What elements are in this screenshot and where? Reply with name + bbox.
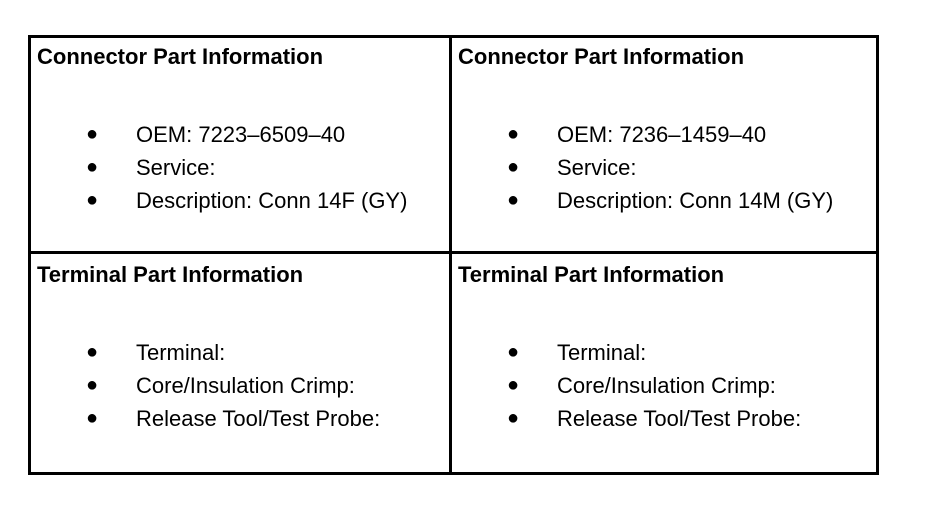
cell-title: Connector Part Information: [458, 44, 745, 69]
bullet-icon: ●: [507, 156, 520, 178]
list-item-text: Release Tool/Test Probe:: [557, 406, 802, 431]
cell-title: Connector Part Information: [37, 44, 324, 69]
terminal-info-cell-right: [450, 255, 878, 473]
list-item-text: Release Tool/Test Probe:: [136, 406, 381, 431]
list-item-text: Description: Conn 14M (GY): [557, 188, 834, 213]
bullet-icon: ●: [86, 341, 99, 363]
list-item-text: OEM: 7223–6509–40: [136, 122, 346, 147]
terminal-info-cell-left: [29, 255, 449, 473]
bullet-icon: ●: [507, 374, 520, 396]
connector-info-cell-right: [450, 37, 878, 251]
list-item-text: Description: Conn 14F (GY): [136, 188, 408, 213]
list-item-text: OEM: 7236–1459–40: [557, 122, 767, 147]
list-item-text: Core/Insulation Crimp:: [136, 373, 355, 398]
list-item-text: Core/Insulation Crimp:: [557, 373, 776, 398]
list-item-text: Service:: [136, 155, 216, 180]
list-item-text: Service:: [557, 155, 637, 180]
bullet-icon: ●: [507, 123, 520, 145]
cell-title: Terminal Part Information: [37, 262, 304, 287]
bullet-icon: ●: [507, 189, 520, 211]
list-item-text: Terminal:: [557, 340, 647, 365]
cell-title: Terminal Part Information: [458, 262, 725, 287]
connector-info-cell-left: [29, 37, 449, 251]
bullet-icon: ●: [86, 123, 99, 145]
list-item-text: Terminal:: [136, 340, 226, 365]
bullet-icon: ●: [507, 407, 520, 429]
bullet-icon: ●: [507, 341, 520, 363]
bullet-icon: ●: [86, 189, 99, 211]
bullet-icon: ●: [86, 407, 99, 429]
bullet-icon: ●: [86, 156, 99, 178]
table-row-divider: [28, 251, 879, 254]
bullet-icon: ●: [86, 374, 99, 396]
